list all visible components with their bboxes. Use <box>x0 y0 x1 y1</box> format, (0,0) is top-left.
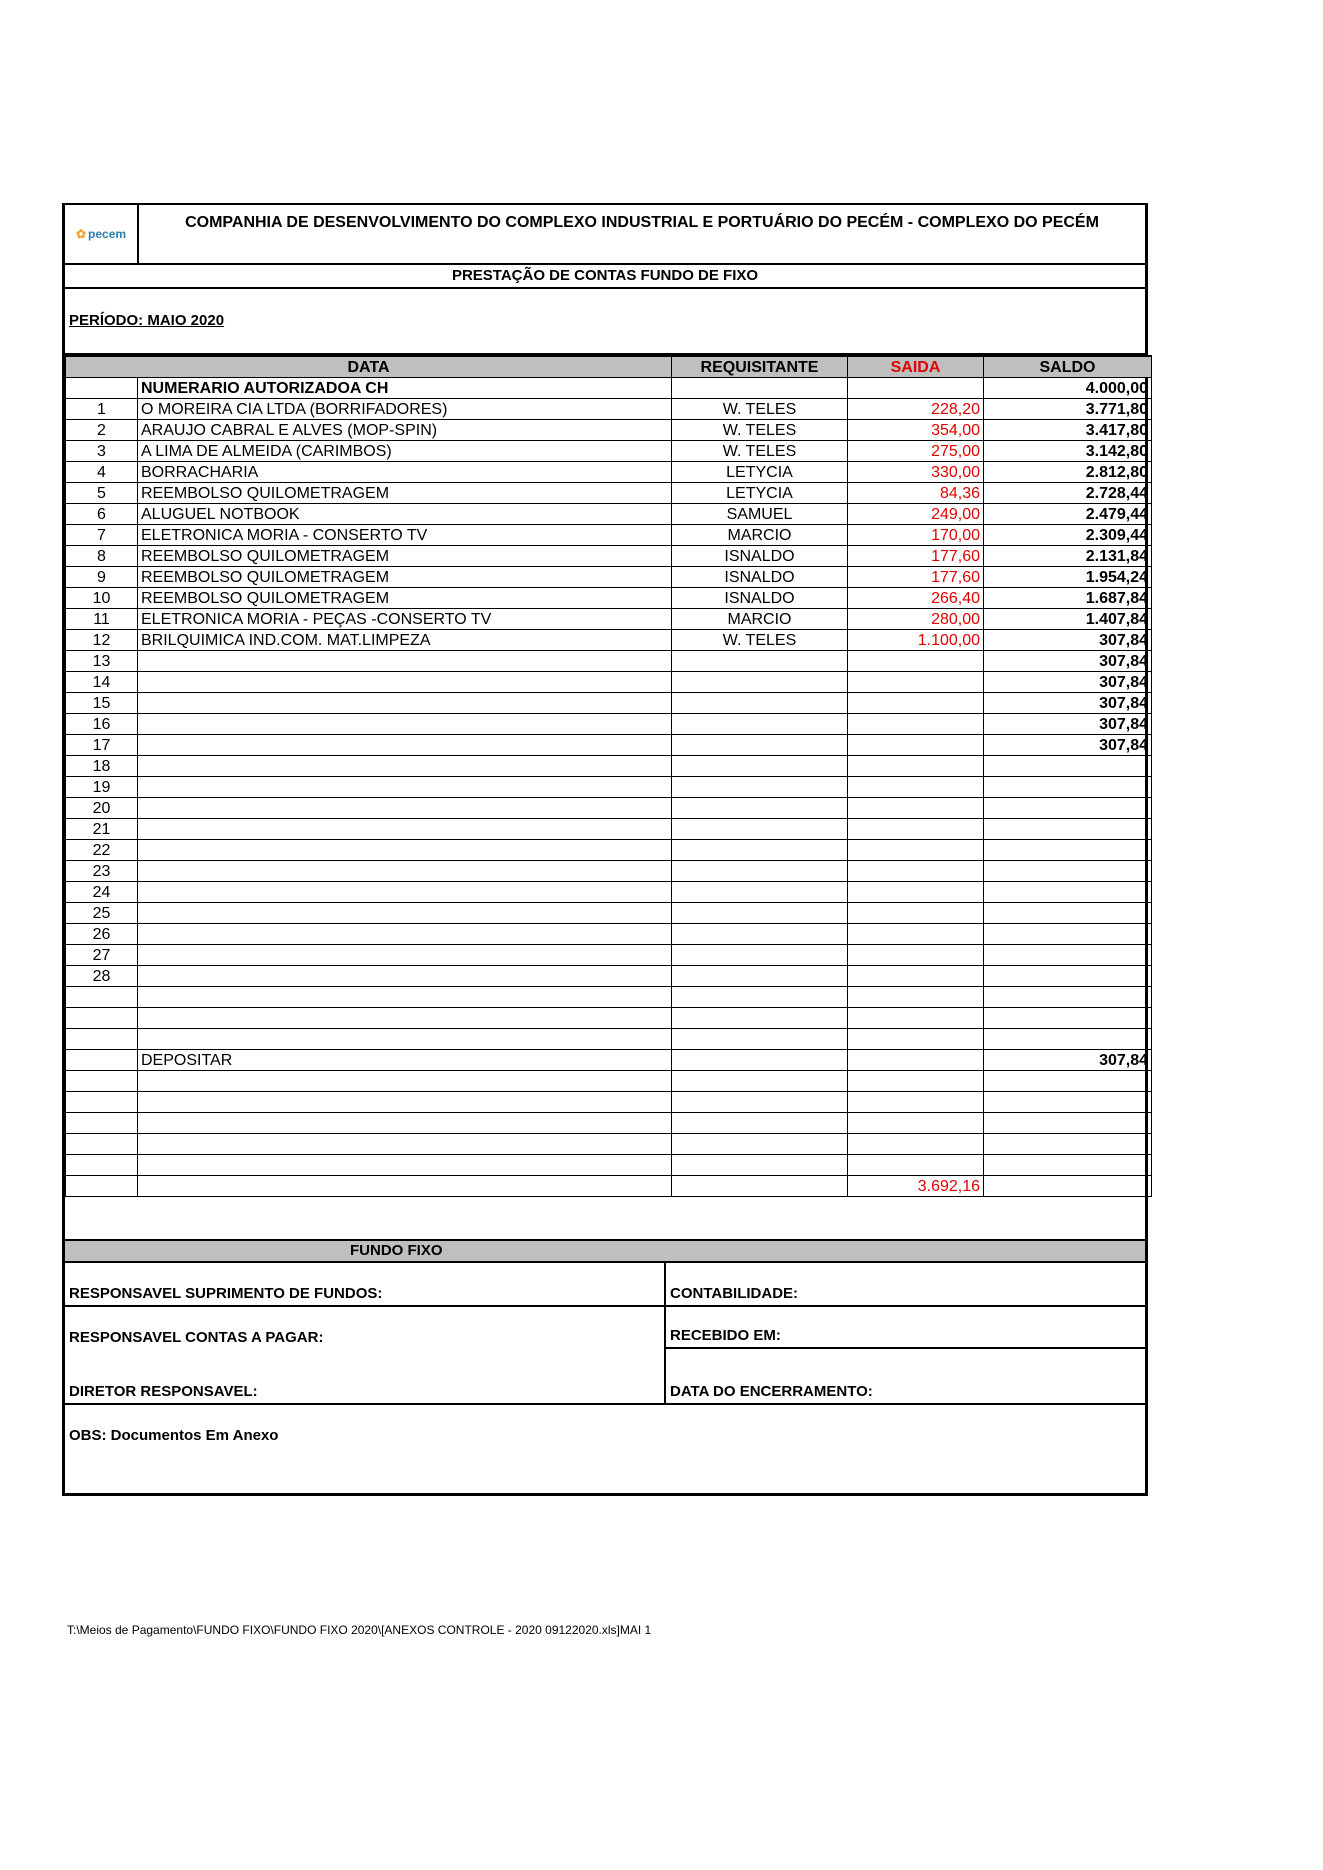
row-requisitante: W. TELES <box>672 420 848 441</box>
row-saldo: 2.812,80 <box>984 462 1152 483</box>
row-saida <box>848 756 984 777</box>
row-requisitante: ISNALDO <box>672 546 848 567</box>
row-number: 19 <box>66 777 138 798</box>
table-row <box>66 1092 1152 1113</box>
row-requisitante <box>672 798 848 819</box>
table-row <box>66 966 1152 987</box>
table-row <box>66 1050 1152 1071</box>
row-description: A LIMA DE ALMEIDA (CARIMBOS) <box>138 441 672 462</box>
table-row <box>66 798 1152 819</box>
row-requisitante: LETYCIA <box>672 483 848 504</box>
row-saida <box>848 777 984 798</box>
row-description: REEMBOLSO QUILOMETRAGEM <box>138 483 672 504</box>
table-row <box>66 861 1152 882</box>
row-description: O MOREIRA CIA LTDA (BORRIFADORES) <box>138 399 672 420</box>
signature-right-col <box>666 1263 1145 1403</box>
row-description: REEMBOLSO QUILOMETRAGEM <box>138 546 672 567</box>
obs-text: OBS: Documentos Em Anexo <box>69 1427 279 1444</box>
row-number: 16 <box>66 714 138 735</box>
row-requisitante: W. TELES <box>672 630 848 651</box>
opening-saldo: 4.000,00 <box>984 378 1152 399</box>
row-saida <box>848 945 984 966</box>
table-row <box>66 924 1152 945</box>
obs-section <box>65 1405 1145 1493</box>
row-description <box>138 987 672 1008</box>
opening-num <box>66 378 138 399</box>
row-description <box>138 882 672 903</box>
pecem-logo-icon: ✿ <box>75 226 87 241</box>
row-description <box>138 777 672 798</box>
row-number: 9 <box>66 567 138 588</box>
row-number <box>66 1176 138 1197</box>
row-saldo <box>984 1155 1152 1176</box>
row-description <box>138 966 672 987</box>
row-saldo: 2.479,44 <box>984 504 1152 525</box>
row-number: 17 <box>66 735 138 756</box>
row-saldo: 3.771,80 <box>984 399 1152 420</box>
table-row <box>66 588 1152 609</box>
row-number: 13 <box>66 651 138 672</box>
row-saldo: 2.728,44 <box>984 483 1152 504</box>
row-number: 3 <box>66 441 138 462</box>
row-saldo <box>984 966 1152 987</box>
row-requisitante <box>672 903 848 924</box>
table-row <box>66 987 1152 1008</box>
row-saida <box>848 861 984 882</box>
row-saldo: 307,84 <box>984 693 1152 714</box>
table-row <box>66 1176 1152 1197</box>
row-saida: 275,00 <box>848 441 984 462</box>
row-number: 1 <box>66 399 138 420</box>
row-saldo: 1.687,84 <box>984 588 1152 609</box>
row-saldo <box>984 1092 1152 1113</box>
row-number: 6 <box>66 504 138 525</box>
row-requisitante <box>672 966 848 987</box>
company-name: COMPANHIA DE DESENVOLVIMENTO DO COMPLEXO INDUSTRIAL E PORTUÁRIO DO PECÉM - COMPLEXO DO PECÉM <box>185 214 1099 231</box>
row-requisitante <box>672 840 848 861</box>
row-number: 23 <box>66 861 138 882</box>
table-row <box>66 1113 1152 1134</box>
row-saldo <box>984 1029 1152 1050</box>
row-description <box>138 1008 672 1029</box>
row-saida <box>848 1029 984 1050</box>
row-description <box>138 1029 672 1050</box>
row-saida: 280,00 <box>848 609 984 630</box>
row-description <box>138 1155 672 1176</box>
row-description <box>138 903 672 924</box>
row-saida <box>848 1134 984 1155</box>
table-row <box>66 819 1152 840</box>
row-saldo: 307,84 <box>984 714 1152 735</box>
row-description: ELETRONICA MORIA - PEÇAS -CONSERTO TV <box>138 609 672 630</box>
row-description <box>138 756 672 777</box>
row-number: 14 <box>66 672 138 693</box>
row-saldo: 307,84 <box>984 735 1152 756</box>
sig-encerramento: DATA DO ENCERRAMENTO: <box>670 1383 873 1400</box>
row-saida: 84,36 <box>848 483 984 504</box>
fundo-fixo-label: FUNDO FIXO <box>350 1242 443 1259</box>
table-row <box>66 1008 1152 1029</box>
table-row <box>66 693 1152 714</box>
row-description <box>138 1176 672 1197</box>
row-requisitante <box>672 861 848 882</box>
row-number: 21 <box>66 819 138 840</box>
row-requisitante <box>672 1092 848 1113</box>
row-requisitante: MARCIO <box>672 609 848 630</box>
table-row <box>66 420 1152 441</box>
col-requisitante: REQUISITANTE <box>672 356 848 378</box>
table-row <box>66 735 1152 756</box>
table-row <box>66 882 1152 903</box>
row-saldo <box>984 945 1152 966</box>
row-description: REEMBOLSO QUILOMETRAGEM <box>138 588 672 609</box>
table-row <box>66 777 1152 798</box>
row-saldo <box>984 840 1152 861</box>
table-row <box>66 1071 1152 1092</box>
row-saida <box>848 798 984 819</box>
fundo-fixo-band <box>65 1240 1145 1263</box>
row-number <box>66 1134 138 1155</box>
row-requisitante <box>672 672 848 693</box>
row-requisitante: ISNALDO <box>672 567 848 588</box>
row-saida <box>848 651 984 672</box>
row-number <box>66 1155 138 1176</box>
row-description <box>138 924 672 945</box>
row-number <box>66 1050 138 1071</box>
row-requisitante <box>672 1008 848 1029</box>
row-description <box>138 861 672 882</box>
period-row <box>65 289 1145 355</box>
row-saldo <box>984 1176 1152 1197</box>
row-saida: 1.100,00 <box>848 630 984 651</box>
row-description <box>138 819 672 840</box>
table-row <box>66 483 1152 504</box>
table-row <box>66 399 1152 420</box>
row-number <box>66 1071 138 1092</box>
row-description <box>138 693 672 714</box>
row-requisitante <box>672 1113 848 1134</box>
row-saida: 3.692,16 <box>848 1176 984 1197</box>
row-description <box>138 714 672 735</box>
row-number <box>66 1029 138 1050</box>
table-row <box>66 840 1152 861</box>
row-requisitante <box>672 1029 848 1050</box>
row-description <box>138 1113 672 1134</box>
table-row <box>66 945 1152 966</box>
row-description: ARAUJO CABRAL E ALVES (MOP-SPIN) <box>138 420 672 441</box>
file-path-footer: T:\Meios de Pagamento\FUNDO FIXO\FUNDO FIXO 2020\[ANEXOS CONTROLE - 2020 09122020.xls]MAI 1 <box>67 1623 652 1637</box>
row-requisitante: ISNALDO <box>672 588 848 609</box>
table-row <box>66 525 1152 546</box>
row-requisitante <box>672 1050 848 1071</box>
row-number: 15 <box>66 693 138 714</box>
col-saida: SAIDA <box>848 356 984 378</box>
row-number: 26 <box>66 924 138 945</box>
row-number: 20 <box>66 798 138 819</box>
row-description: BRILQUIMICA IND.COM. MAT.LIMPEZA <box>138 630 672 651</box>
row-requisitante <box>672 987 848 1008</box>
row-saldo: 3.417,80 <box>984 420 1152 441</box>
row-requisitante <box>672 945 848 966</box>
table-row <box>66 609 1152 630</box>
sig-contabilidade: CONTABILIDADE: <box>666 1263 1145 1307</box>
row-requisitante <box>672 1134 848 1155</box>
table-row <box>66 756 1152 777</box>
row-saida: 170,00 <box>848 525 984 546</box>
col-saldo: SALDO <box>984 356 1152 378</box>
row-number: 10 <box>66 588 138 609</box>
row-saldo <box>984 756 1152 777</box>
row-saldo <box>984 798 1152 819</box>
row-saida <box>848 1113 984 1134</box>
row-saida: 177,60 <box>848 567 984 588</box>
row-number: 11 <box>66 609 138 630</box>
row-requisitante <box>672 1071 848 1092</box>
row-description <box>138 735 672 756</box>
row-saida: 228,20 <box>848 399 984 420</box>
row-saldo: 307,84 <box>984 630 1152 651</box>
row-saida: 330,00 <box>848 462 984 483</box>
row-requisitante: SAMUEL <box>672 504 848 525</box>
row-number: 8 <box>66 546 138 567</box>
row-number: 24 <box>66 882 138 903</box>
row-number: 4 <box>66 462 138 483</box>
table-row <box>66 441 1152 462</box>
table-row <box>66 1134 1152 1155</box>
row-requisitante: MARCIO <box>672 525 848 546</box>
row-saida <box>848 1092 984 1113</box>
row-saldo: 1.954,24 <box>984 567 1152 588</box>
row-description: ALUGUEL NOTBOOK <box>138 504 672 525</box>
row-number <box>66 987 138 1008</box>
opening-req <box>672 378 848 399</box>
row-number: 22 <box>66 840 138 861</box>
table-row <box>66 630 1152 651</box>
row-saldo: 307,84 <box>984 672 1152 693</box>
row-number: 25 <box>66 903 138 924</box>
row-saldo: 307,84 <box>984 1050 1152 1071</box>
row-saldo <box>984 924 1152 945</box>
table-row <box>66 462 1152 483</box>
sig-suprimento: RESPONSAVEL SUPRIMENTO DE FUNDOS: <box>65 1263 664 1307</box>
row-requisitante: W. TELES <box>672 441 848 462</box>
row-description <box>138 672 672 693</box>
table-row <box>66 672 1152 693</box>
fund-report-sheet <box>62 204 1148 1496</box>
opening-label: NUMERARIO AUTORIZADOA CH <box>138 378 672 399</box>
row-saldo <box>984 819 1152 840</box>
row-saida <box>848 840 984 861</box>
row-number <box>66 1113 138 1134</box>
row-description <box>138 840 672 861</box>
row-saldo: 2.131,84 <box>984 546 1152 567</box>
row-saldo <box>984 777 1152 798</box>
row-description: DEPOSITAR <box>138 1050 672 1071</box>
table-row <box>66 504 1152 525</box>
signature-left-col <box>65 1263 666 1403</box>
row-description <box>138 1092 672 1113</box>
row-saida <box>848 693 984 714</box>
row-saldo <box>984 861 1152 882</box>
row-description <box>138 1071 672 1092</box>
row-requisitante <box>672 1155 848 1176</box>
row-saida <box>848 987 984 1008</box>
row-number <box>66 1008 138 1029</box>
pecem-logo-text: pecem <box>88 226 127 241</box>
col-data: DATA <box>66 356 672 378</box>
row-requisitante <box>672 924 848 945</box>
row-requisitante <box>672 756 848 777</box>
row-number: 12 <box>66 630 138 651</box>
row-requisitante <box>672 651 848 672</box>
row-saldo <box>984 1071 1152 1092</box>
row-saida <box>848 1155 984 1176</box>
row-number: 7 <box>66 525 138 546</box>
row-number: 28 <box>66 966 138 987</box>
row-requisitante <box>672 1176 848 1197</box>
row-description <box>138 651 672 672</box>
row-saida <box>848 924 984 945</box>
row-number: 18 <box>66 756 138 777</box>
row-saida <box>848 819 984 840</box>
report-title: PRESTAÇÃO DE CONTAS FUNDO DE FIXO <box>65 265 1145 289</box>
row-description: REEMBOLSO QUILOMETRAGEM <box>138 567 672 588</box>
row-saida <box>848 1071 984 1092</box>
row-saldo <box>984 1008 1152 1029</box>
row-saldo <box>984 903 1152 924</box>
row-saldo: 1.407,84 <box>984 609 1152 630</box>
table-row <box>66 714 1152 735</box>
row-saida <box>848 882 984 903</box>
row-requisitante <box>672 819 848 840</box>
row-saida <box>848 714 984 735</box>
row-saldo: 307,84 <box>984 651 1152 672</box>
row-saida <box>848 735 984 756</box>
row-requisitante: LETYCIA <box>672 462 848 483</box>
signature-block <box>65 1263 1145 1405</box>
sig-contas-pagar: RESPONSAVEL CONTAS A PAGAR: <box>69 1329 324 1346</box>
report-header <box>65 204 1145 265</box>
row-description <box>138 798 672 819</box>
table-row <box>66 903 1152 924</box>
table-row <box>66 1029 1152 1050</box>
row-saida: 177,60 <box>848 546 984 567</box>
pecem-logo <box>65 204 139 263</box>
row-saida: 266,40 <box>848 588 984 609</box>
row-saldo <box>984 1113 1152 1134</box>
row-requisitante: W. TELES <box>672 399 848 420</box>
row-saldo: 3.142,80 <box>984 441 1152 462</box>
row-saldo <box>984 987 1152 1008</box>
opening-row <box>66 378 1152 399</box>
row-requisitante <box>672 777 848 798</box>
table-row <box>66 567 1152 588</box>
table-row <box>66 1155 1152 1176</box>
sig-diretor: DIRETOR RESPONSAVEL: <box>69 1383 258 1400</box>
row-saldo: 2.309,44 <box>984 525 1152 546</box>
row-number <box>66 1092 138 1113</box>
row-number: 27 <box>66 945 138 966</box>
row-number: 5 <box>66 483 138 504</box>
transactions-table <box>65 355 1152 1197</box>
row-description: ELETRONICA MORIA - CONSERTO TV <box>138 525 672 546</box>
row-description <box>138 945 672 966</box>
period-label: PERÍODO: MAIO 2020 <box>69 312 225 329</box>
row-saida <box>848 966 984 987</box>
opening-saida <box>848 378 984 399</box>
row-requisitante <box>672 714 848 735</box>
table-row <box>66 651 1152 672</box>
sig-recebido: RECEBIDO EM: <box>666 1307 1145 1349</box>
row-requisitante <box>672 882 848 903</box>
row-number: 2 <box>66 420 138 441</box>
row-saida <box>848 903 984 924</box>
row-saldo <box>984 1134 1152 1155</box>
row-description <box>138 1134 672 1155</box>
row-saida <box>848 1008 984 1029</box>
row-saida <box>848 672 984 693</box>
row-requisitante <box>672 735 848 756</box>
row-saida <box>848 1050 984 1071</box>
row-saida: 354,00 <box>848 420 984 441</box>
row-saida: 249,00 <box>848 504 984 525</box>
column-header-row <box>66 356 1152 378</box>
row-saldo <box>984 882 1152 903</box>
table-row <box>66 546 1152 567</box>
row-description: BORRACHARIA <box>138 462 672 483</box>
row-requisitante <box>672 693 848 714</box>
spacer-row <box>65 1197 1145 1240</box>
